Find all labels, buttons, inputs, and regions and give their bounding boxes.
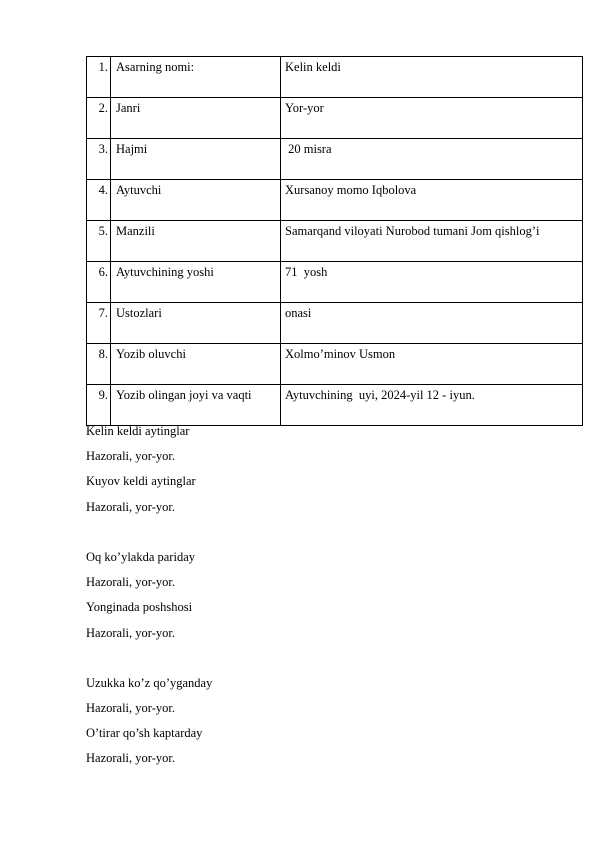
row-value: Yor-yor <box>281 98 583 139</box>
poem-line: Kuyov keldi aytinglar <box>86 474 196 489</box>
row-value: 71 yosh <box>281 262 583 303</box>
poem-line: Kelin keldi aytinglar <box>86 424 190 438</box>
row-value: onasi <box>281 303 583 344</box>
row-number: 8. <box>87 344 111 385</box>
row-key: Aytuvchining yoshi <box>111 262 281 303</box>
row-key: Yozib olingan joyi va vaqti <box>111 385 281 426</box>
stanza-spacer <box>86 523 212 548</box>
poem-line: Hazorali, yor-yor. <box>86 449 175 464</box>
info-table <box>86 56 583 426</box>
poem-stanza <box>86 548 212 649</box>
poem-text <box>86 422 212 775</box>
poem-stanza <box>86 422 212 523</box>
row-key: Janri <box>111 98 281 139</box>
table-row <box>87 139 583 180</box>
row-number: 6. <box>87 262 111 303</box>
poem-line: Hazorali, yor-yor. <box>86 701 175 716</box>
row-key: Aytuvchi <box>111 180 281 221</box>
poem-line: Hazorali, yor-yor. <box>86 499 175 514</box>
poem-line: Hazorali, yor-yor. <box>86 575 175 590</box>
table-row <box>87 221 583 262</box>
row-key: Yozib oluvchi <box>111 344 281 385</box>
row-number: 3. <box>87 139 111 180</box>
row-number: 5. <box>87 221 111 262</box>
table-row <box>87 385 583 426</box>
poem-line: Yonginada poshshosi <box>86 600 193 615</box>
table-row <box>87 303 583 344</box>
row-key: Asarning nomi: <box>111 57 281 98</box>
poem-line: Uzukka ko’z qo’yganday <box>86 675 213 690</box>
stanza-spacer <box>86 649 212 674</box>
row-value: Samarqand viloyati Nurobod tumani Jom qishlog’i <box>281 221 583 262</box>
row-key: Ustozlari <box>111 303 281 344</box>
row-value: Xursanoy momo Iqbolova <box>281 180 583 221</box>
row-number: 4. <box>87 180 111 221</box>
table-row <box>87 57 583 98</box>
row-value: Xolmo’minov Usmon <box>281 344 583 385</box>
row-key: Hajmi <box>111 139 281 180</box>
row-key: Manzili <box>111 221 281 262</box>
row-number: 9. <box>87 385 111 426</box>
poem-line: Hazorali, yor-yor. <box>86 625 175 640</box>
table-row <box>87 180 583 221</box>
table-row <box>87 98 583 139</box>
table-row <box>87 262 583 303</box>
poem-line: Hazorali, yor-yor. <box>86 751 175 766</box>
row-value: Aytuvchining uyi, 2024-yil 12 - iyun. <box>281 385 583 426</box>
table-row <box>87 344 583 385</box>
row-value: 20 misra <box>281 139 583 180</box>
row-number: 2. <box>87 98 111 139</box>
row-value: Kelin keldi <box>281 57 583 98</box>
poem-stanza <box>86 674 212 775</box>
row-number: 7. <box>87 303 111 344</box>
row-number: 1. <box>87 57 111 98</box>
poem-line: Oq ko’ylakda pariday <box>86 549 195 564</box>
poem-line: O’tirar qo’sh kaptarday <box>86 726 203 741</box>
